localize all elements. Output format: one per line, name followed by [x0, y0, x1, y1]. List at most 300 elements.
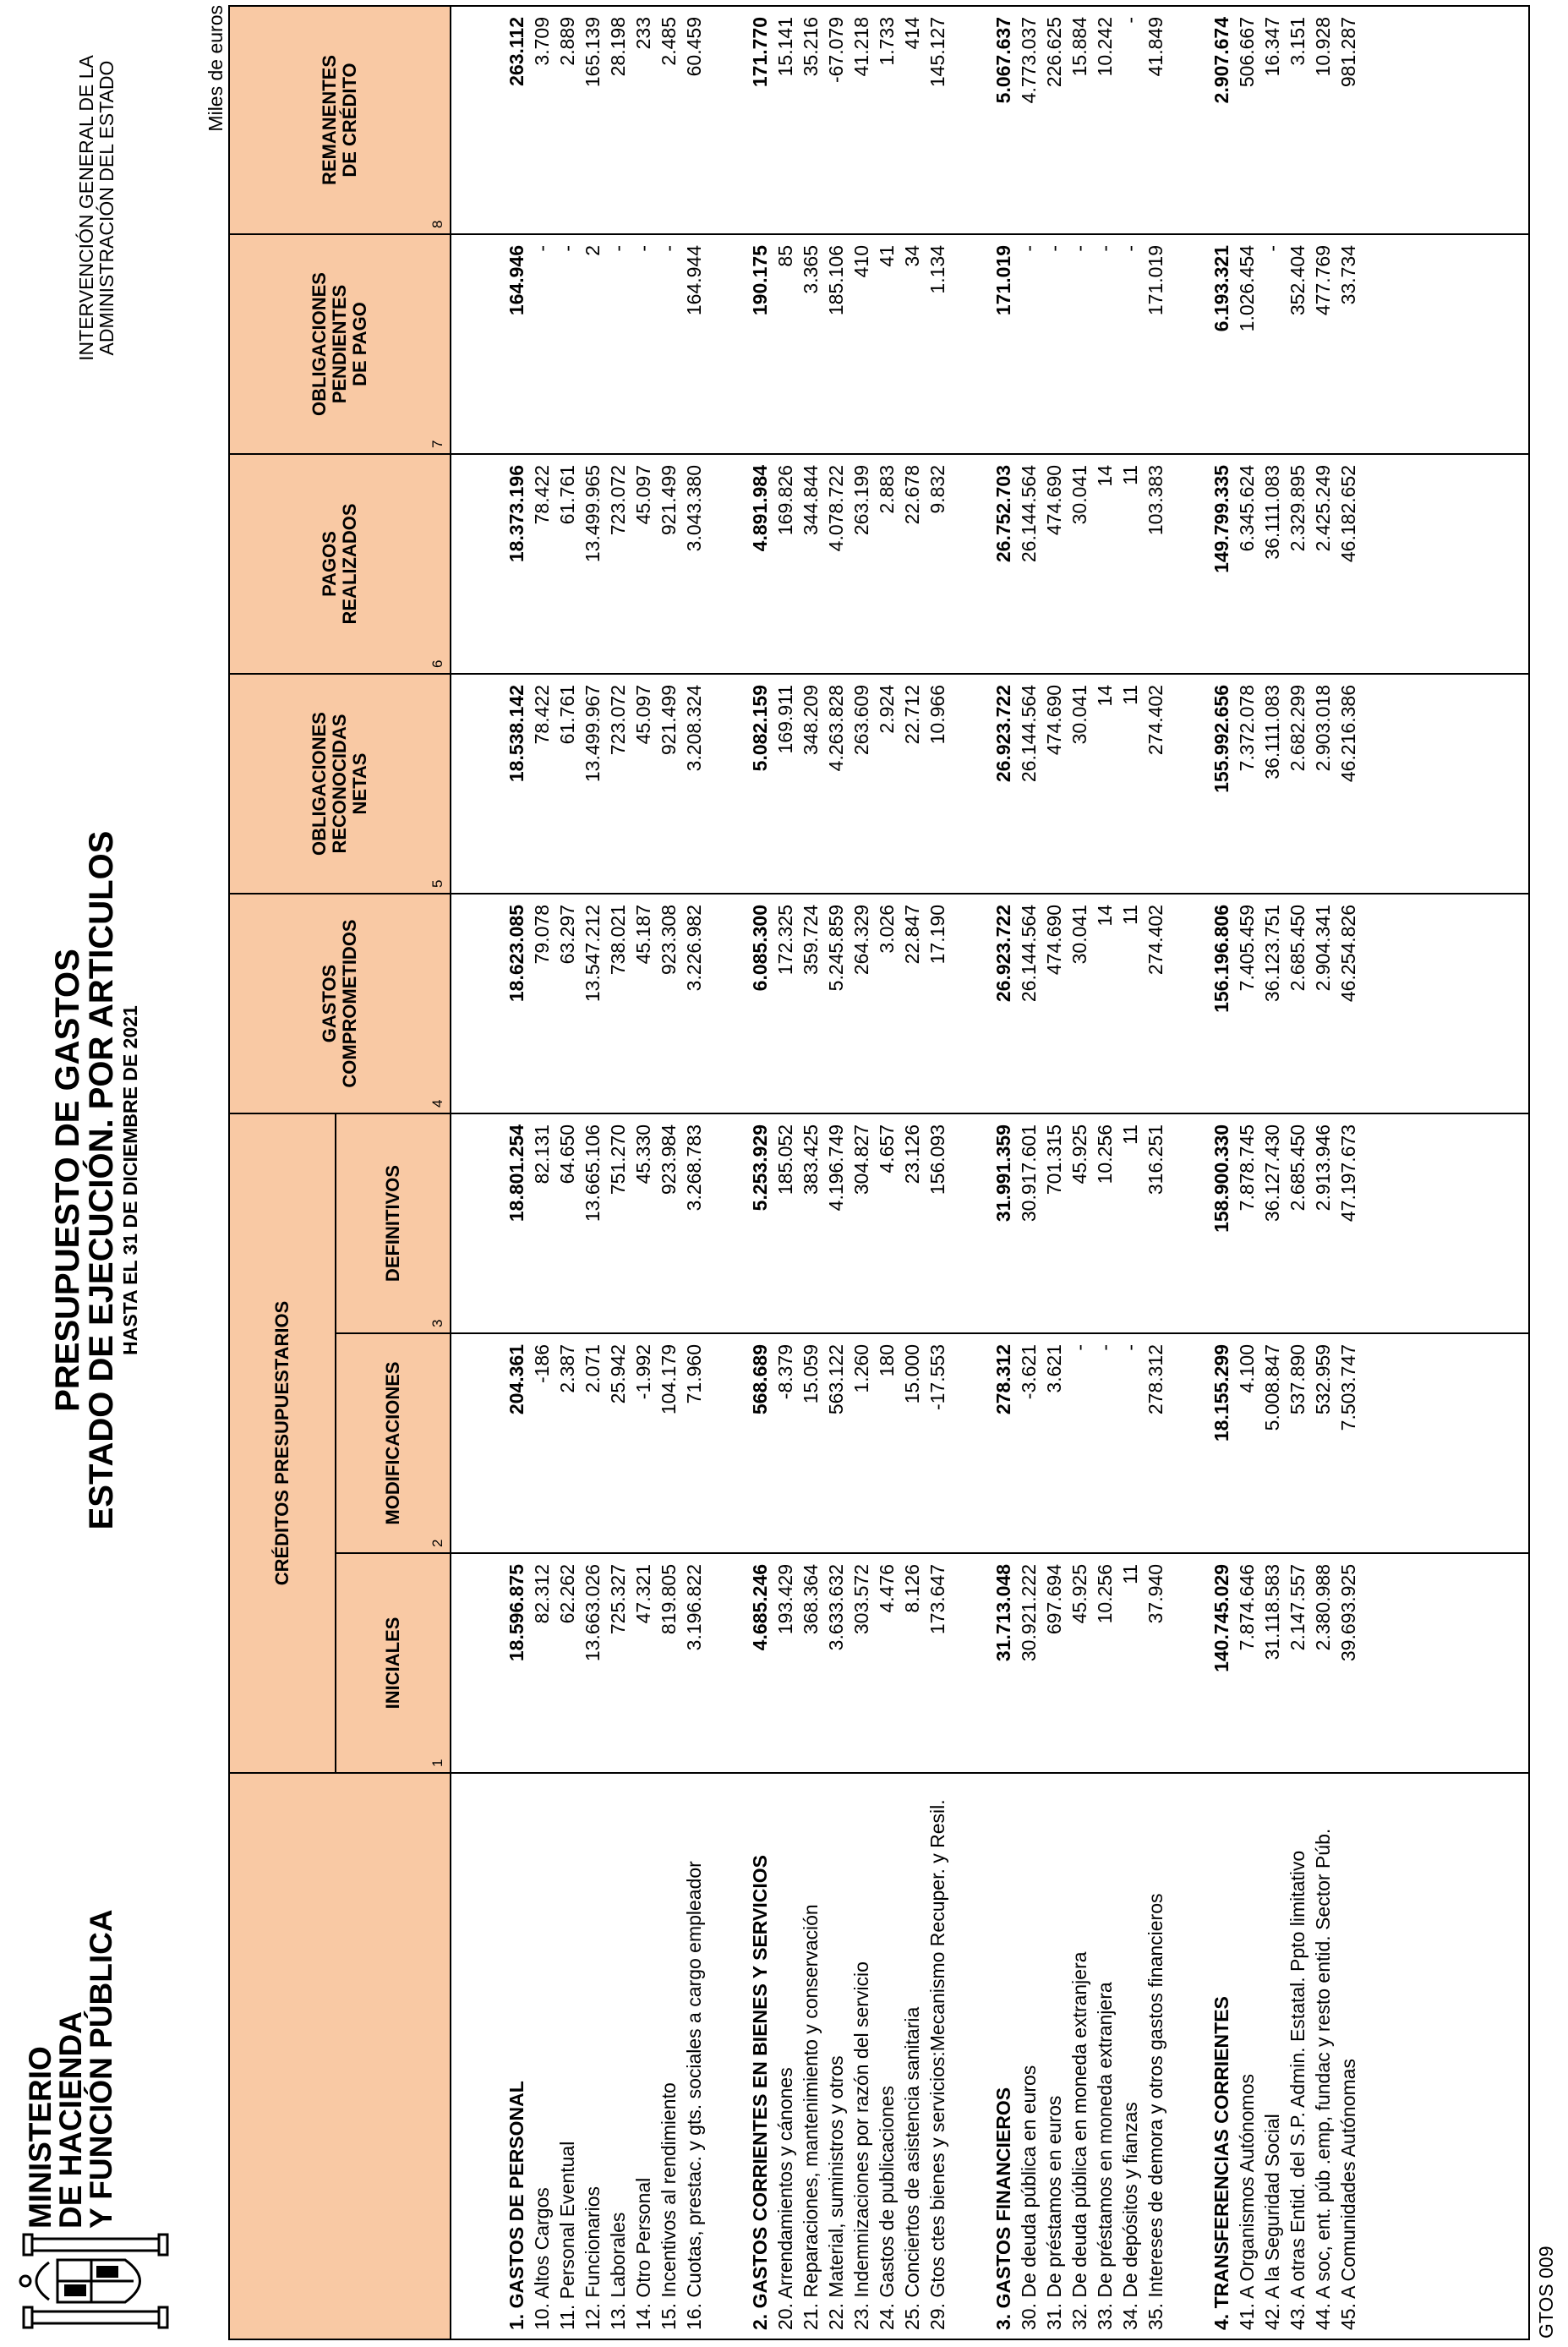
- table-cell: 7.405.459: [1236, 905, 1258, 992]
- table-cell: 751.270: [607, 1124, 629, 1195]
- table-cell: 31.991.359: [992, 1124, 1014, 1223]
- table-cell: 46.182.652: [1337, 465, 1359, 563]
- article-label: 14. Otro Personal: [632, 2177, 654, 2330]
- table-cell: 563.122: [825, 1344, 847, 1415]
- table-cell: 8.126: [901, 1564, 923, 1613]
- table-cell: 46.254.826: [1337, 905, 1359, 1003]
- table-cell: -: [658, 245, 680, 252]
- table-cell: 169.911: [774, 685, 796, 754]
- row-spacer: [707, 7, 747, 233]
- iniciales-column: [451, 1553, 1529, 1773]
- table-cell: 26.923.722: [992, 685, 1014, 783]
- pendientes-column: [451, 234, 1529, 454]
- table-cell: -: [1068, 245, 1090, 252]
- table-cell: 185.106: [825, 245, 847, 316]
- table-cell: 3.268.783: [683, 1124, 705, 1212]
- table-cell: 173.647: [926, 1564, 948, 1635]
- table-cell: 7.878.745: [1236, 1124, 1258, 1212]
- table-cell: 22.847: [901, 905, 923, 965]
- table-cell: 5.253.929: [749, 1124, 771, 1212]
- row-spacer: [1168, 1114, 1209, 1332]
- table-cell: 78.422: [531, 685, 553, 745]
- table-cell: -1.992: [632, 1344, 654, 1400]
- header-modificaciones: MODIFICACIONES 2: [336, 1333, 451, 1553]
- table-cell: 14: [1094, 465, 1116, 487]
- table-cell: 18.538.142: [505, 685, 527, 783]
- table-cell: 18.801.254: [505, 1124, 527, 1223]
- table-cell: 82.131: [531, 1124, 553, 1184]
- table-cell: 26.752.703: [992, 465, 1014, 563]
- modificaciones-column: [451, 1333, 1529, 1553]
- table-cell: 15.141: [774, 17, 796, 77]
- table-cell: 13.665.106: [582, 1124, 604, 1223]
- table-cell: 78.422: [531, 465, 553, 525]
- table-cell: 41.218: [850, 17, 872, 77]
- table-cell: 164.944: [683, 245, 705, 316]
- table-cell: 16.347: [1261, 17, 1283, 77]
- article-label: 16. Cuotas, prestac. y gts. sociales a cargo empleador: [683, 1861, 705, 2330]
- table-cell: 4.196.749: [825, 1124, 847, 1212]
- table-cell: 359.724: [800, 905, 822, 976]
- table-cell: 82.312: [531, 1564, 553, 1624]
- table-cell: 4.476: [876, 1564, 898, 1613]
- table-cell: 725.327: [607, 1564, 629, 1635]
- table-cell: 145.127: [926, 17, 948, 88]
- row-spacer: [950, 1334, 991, 1552]
- document-title: [51, 588, 142, 1772]
- table-cell: 14: [1094, 685, 1116, 707]
- table-cell: 274.402: [1145, 905, 1166, 976]
- table-cell: -: [1261, 245, 1283, 252]
- table-cell: 34: [901, 245, 923, 267]
- table-cell: -67.079: [825, 17, 847, 84]
- table-cell: 7.503.747: [1337, 1344, 1359, 1431]
- table-cell: 2.485: [658, 17, 680, 66]
- table-cell: 2.387: [556, 1344, 578, 1393]
- table-cell: -17.553: [926, 1344, 948, 1411]
- table-cell: 3.196.822: [683, 1564, 705, 1651]
- table-cell: -: [1119, 245, 1141, 252]
- table-cell: 7.372.078: [1236, 685, 1258, 772]
- table-cell: 274.402: [1145, 685, 1166, 756]
- table-cell: 233: [632, 17, 654, 50]
- row-spacer: [707, 894, 747, 1113]
- table-cell: 15.884: [1068, 17, 1090, 77]
- row-spacer: [707, 1114, 747, 1332]
- table-cell: 13.547.212: [582, 905, 604, 1003]
- table-cell: 11: [1119, 1564, 1141, 1584]
- table-cell: 344.844: [800, 465, 822, 536]
- row-spacer: [950, 1774, 991, 2339]
- row-spacer: [707, 455, 747, 673]
- table-cell: 4.263.828: [825, 685, 847, 772]
- table-cell: 79.078: [531, 905, 553, 965]
- row-spacer: [950, 1114, 991, 1332]
- article-label: 32. De deuda pública en moneda extranjera: [1068, 1951, 1090, 2330]
- table-cell: 5.067.637: [992, 17, 1014, 104]
- title-date: HASTA EL 31 DE DICIEMBRE DE 2021: [119, 1005, 141, 1355]
- table-cell: 2.425.249: [1312, 465, 1334, 552]
- table-cell: 63.297: [556, 905, 578, 965]
- table-cell: 13.499.965: [582, 465, 604, 563]
- table-cell: 22.678: [901, 465, 923, 525]
- table-cell: 26.144.564: [1018, 465, 1040, 563]
- table-cell: 172.325: [774, 905, 796, 976]
- ministry-line-1: MINISTERIO: [23, 2046, 57, 2229]
- row-spacer: [1168, 894, 1209, 1113]
- table-cell: 819.805: [658, 1564, 680, 1635]
- table-cell: 36.111.083: [1261, 685, 1283, 780]
- document-code: GTOS 009: [1535, 2246, 1557, 2339]
- issuer-name: [76, 5, 117, 411]
- table-cell: 303.572: [850, 1564, 872, 1635]
- table-cell: -: [1119, 17, 1141, 24]
- budget-table: [228, 5, 1530, 2340]
- table-cell: 26.923.722: [992, 905, 1014, 1003]
- row-spacer: [707, 675, 747, 893]
- table-cell: 14: [1094, 905, 1116, 927]
- table-cell: -: [531, 245, 553, 252]
- table-cell: 64.650: [556, 1124, 578, 1184]
- table-cell: 103.383: [1145, 465, 1166, 536]
- table-cell: 1.134: [926, 245, 948, 294]
- row-spacer: [950, 7, 991, 233]
- table-cell: 45.925: [1068, 1124, 1090, 1184]
- table-cell: 2.904.341: [1312, 905, 1334, 992]
- table-cell: 23.126: [901, 1124, 923, 1184]
- article-label: 30. De deuda pública en euros: [1018, 2065, 1040, 2330]
- table-cell: 3.226.982: [683, 905, 705, 992]
- table-cell: 981.287: [1337, 17, 1359, 88]
- table-cell: 2.380.988: [1312, 1564, 1334, 1651]
- table-cell: 37.940: [1145, 1564, 1166, 1624]
- table-cell: 5.008.847: [1261, 1344, 1283, 1431]
- article-label: 13. Laborales: [607, 2212, 629, 2330]
- table-cell: 4.773.037: [1018, 17, 1040, 104]
- issuer-line-1: INTERVENCIÓN GENERAL DE LA: [75, 55, 97, 361]
- header-pagos: PAGOS REALIZADOS 6: [229, 454, 451, 674]
- table-cell: 10.966: [926, 685, 948, 745]
- table-cell: 30.917.601: [1018, 1124, 1040, 1223]
- table-cell: -: [607, 245, 629, 252]
- table-cell: 169.826: [774, 465, 796, 536]
- table-cell: 2: [582, 245, 604, 256]
- table-cell: 477.769: [1312, 245, 1334, 316]
- table-cell: 474.690: [1043, 685, 1065, 756]
- table-cell: 4.100: [1236, 1344, 1258, 1393]
- table-cell: 723.072: [607, 685, 629, 756]
- table-cell: 2.913.946: [1312, 1124, 1334, 1212]
- table-cell: 352.404: [1287, 245, 1308, 316]
- table-cell: 85: [774, 245, 796, 267]
- table-cell: 923.984: [658, 1124, 680, 1195]
- table-cell: 149.799.335: [1210, 465, 1232, 573]
- table-cell: 7.874.646: [1236, 1564, 1258, 1651]
- row-spacer: [950, 455, 991, 673]
- row-spacer: [950, 894, 991, 1113]
- table-cell: 2.329.895: [1287, 465, 1308, 552]
- header-creditos-group: CRÉDITOS PRESUPUESTARIOS: [229, 1113, 336, 1773]
- table-cell: 263.609: [850, 685, 872, 756]
- table-cell: 71.960: [683, 1344, 705, 1404]
- table-cell: 47.321: [632, 1564, 654, 1624]
- table-cell: 10.256: [1094, 1124, 1116, 1184]
- table-cell: 30.921.222: [1018, 1564, 1040, 1662]
- table-cell: 3.026: [876, 905, 898, 954]
- row-spacer: [1168, 7, 1209, 233]
- header-comprometidos: GASTOS COMPROMETIDOS 4: [229, 894, 451, 1113]
- table-cell: 1.733: [876, 17, 898, 66]
- table-cell: -: [1094, 1344, 1116, 1351]
- table-cell: 13.499.967: [582, 685, 604, 783]
- table-cell: 26.144.564: [1018, 905, 1040, 1003]
- obligaciones-column: [451, 674, 1529, 894]
- table-cell: 5.245.859: [825, 905, 847, 992]
- table-cell: 4.891.984: [749, 465, 771, 552]
- table-cell: 410: [850, 245, 872, 278]
- table-cell: 2.907.674: [1210, 17, 1232, 104]
- table-cell: 9.832: [926, 465, 948, 514]
- article-label: 45. A Comunidades Autónomas: [1337, 2059, 1359, 2330]
- article-label: 20. Arrendamientos y cánones: [774, 2067, 796, 2330]
- article-label: 15. Incentivos al rendimiento: [658, 2082, 680, 2330]
- table-cell: 383.425: [800, 1124, 822, 1195]
- ministry-line-2: DE HACIENDA: [53, 2011, 88, 2229]
- table-cell: 165.139: [582, 17, 604, 88]
- table-cell: 26.144.564: [1018, 685, 1040, 783]
- table-cell: 45.925: [1068, 1564, 1090, 1624]
- table-cell: 62.262: [556, 1564, 578, 1624]
- table-cell: -: [1094, 245, 1116, 252]
- row-spacer: [1168, 675, 1209, 893]
- article-label: 29. Gtos ctes bienes y servicios:Mecanismo Recuper. y Resil.: [926, 1799, 948, 2330]
- concept-column: [451, 1773, 1529, 2339]
- table-cell: 278.312: [992, 1344, 1014, 1415]
- ministry-name: [23, 1909, 118, 2229]
- header-obligaciones: OBLIGACIONES RECONOCIDAS NETAS 5: [229, 674, 451, 894]
- table-cell: 180: [876, 1344, 898, 1377]
- article-label: 42. A la Seguridad Social: [1261, 2114, 1283, 2330]
- comprometidos-column: [451, 894, 1529, 1113]
- chapter-label: 2. GASTOS CORRIENTES EN BIENES Y SERVICIOS: [749, 1855, 771, 2330]
- table-cell: 264.329: [850, 905, 872, 976]
- article-label: 22. Material, suministros y otros: [825, 2055, 847, 2330]
- definitivos-column: [451, 1113, 1529, 1333]
- table-cell: 61.761: [556, 465, 578, 525]
- table-cell: 22.712: [901, 685, 923, 745]
- row-spacer: [707, 235, 747, 453]
- row-spacer: [950, 1554, 991, 1772]
- table-cell: 17.190: [926, 905, 948, 965]
- table-cell: 35.216: [800, 17, 822, 77]
- table-cell: -: [1043, 245, 1065, 252]
- row-spacer: [707, 1554, 747, 1772]
- table-cell: 10.242: [1094, 17, 1116, 77]
- table-cell: -3.621: [1018, 1344, 1040, 1400]
- table-cell: 532.959: [1312, 1344, 1334, 1415]
- table-cell: 414: [901, 17, 923, 50]
- table-cell: 39.693.925: [1337, 1564, 1359, 1662]
- table-cell: 263.199: [850, 465, 872, 536]
- table-cell: 104.179: [658, 1344, 680, 1415]
- table-cell: -8.379: [774, 1344, 796, 1400]
- table-cell: 41: [876, 245, 898, 267]
- article-label: 33. De préstamos en moneda extranjera: [1094, 1982, 1116, 2330]
- table-cell: -: [1068, 1344, 1090, 1351]
- table-cell: 4.078.722: [825, 465, 847, 552]
- table-cell: 921.499: [658, 685, 680, 756]
- table-cell: 25.942: [607, 1344, 629, 1404]
- table-cell: 2.924: [876, 685, 898, 734]
- table-cell: 47.197.673: [1337, 1124, 1359, 1223]
- table-cell: 155.992.656: [1210, 685, 1232, 793]
- table-cell: 368.364: [800, 1564, 822, 1635]
- article-label: 11. Personal Eventual: [556, 2141, 578, 2330]
- table-cell: 45.097: [632, 465, 654, 525]
- table-cell: 3.151: [1287, 17, 1308, 66]
- header-pendientes: OBLIGACIONES PENDIENTES DE PAGO 7: [229, 234, 451, 454]
- table-cell: 193.429: [774, 1564, 796, 1635]
- table-cell: 185.052: [774, 1124, 796, 1195]
- table-cell: 18.373.196: [505, 465, 527, 563]
- header-concept: [229, 1773, 451, 2339]
- row-spacer: [1168, 1774, 1209, 2339]
- table-cell: 10.928: [1312, 17, 1334, 77]
- table-cell: 18.623.085: [505, 905, 527, 1003]
- document-header: [0, 0, 237, 2347]
- ministry-line-3: Y FUNCIÓN PÚBLICA: [84, 1909, 118, 2229]
- chapter-label: 4. TRANSFERENCIAS CORRIENTES: [1210, 1996, 1232, 2330]
- row-spacer: [1168, 1334, 1209, 1552]
- table-cell: 506.667: [1236, 17, 1258, 88]
- article-label: 12. Funcionarios: [582, 2186, 604, 2330]
- header-iniciales: INICIALES 1: [336, 1553, 451, 1773]
- table-cell: 11: [1119, 465, 1141, 485]
- table-cell: 45.097: [632, 685, 654, 745]
- table-cell: 921.499: [658, 465, 680, 536]
- table-cell: 2.889: [556, 17, 578, 66]
- article-label: 25. Conciertos de asistencia sanitaria: [901, 2006, 923, 2330]
- article-label: 21. Reparaciones, mantenimiento y conservación: [800, 1904, 822, 2330]
- remanentes-column: [451, 6, 1529, 234]
- table-cell: 537.890: [1287, 1344, 1308, 1415]
- table-cell: 190.175: [749, 245, 771, 316]
- table-cell: 171.019: [992, 245, 1014, 316]
- article-label: 10. Altos Cargos: [531, 2187, 553, 2330]
- table-cell: 61.761: [556, 685, 578, 745]
- article-label: 24. Gastos de publicaciones: [876, 2086, 898, 2330]
- table-cell: 3.043.380: [683, 465, 705, 552]
- header-remanentes: REMANENTES DE CRÉDITO 8: [229, 6, 451, 234]
- table-cell: 3.365: [800, 245, 822, 294]
- table-cell: 348.209: [800, 685, 822, 756]
- article-label: 44. A soc, ent. púb .emp, fundac y resto entid. Sector Púb.: [1312, 1828, 1334, 2330]
- table-cell: 36.127.430: [1261, 1124, 1283, 1223]
- table-cell: 18.155.299: [1210, 1344, 1232, 1442]
- chapter-label: 1. GASTOS DE PERSONAL: [505, 2081, 527, 2330]
- table-cell: 33.734: [1337, 245, 1359, 305]
- chapter-label: 3. GASTOS FINANCIEROS: [992, 2087, 1014, 2330]
- row-spacer: [950, 235, 991, 453]
- units-label: Miles de euros: [205, 5, 227, 132]
- table-cell: 6.345.624: [1236, 465, 1258, 552]
- table-cell: 41.849: [1145, 17, 1166, 77]
- table-cell: 140.745.029: [1210, 1564, 1232, 1672]
- table-cell: 4.685.246: [749, 1564, 771, 1651]
- table-cell: -186: [531, 1344, 553, 1384]
- table-cell: 2.682.299: [1287, 685, 1308, 772]
- table-cell: 11: [1119, 905, 1141, 925]
- table-cell: 3.633.632: [825, 1564, 847, 1651]
- table-cell: 701.315: [1043, 1124, 1065, 1195]
- table-cell: 171.019: [1145, 245, 1166, 316]
- table-cell: -: [1018, 245, 1040, 252]
- table-cell: 304.827: [850, 1124, 872, 1195]
- table-cell: -: [632, 245, 654, 252]
- row-spacer: [707, 1774, 747, 2339]
- table-cell: 60.459: [683, 17, 705, 77]
- table-cell: 2.071: [582, 1344, 604, 1393]
- table-cell: 46.216.386: [1337, 685, 1359, 783]
- table-cell: 45.187: [632, 905, 654, 965]
- table-cell: 3.621: [1043, 1344, 1065, 1393]
- table-cell: 923.308: [658, 905, 680, 976]
- table-cell: 226.625: [1043, 17, 1065, 88]
- table-cell: 10.256: [1094, 1564, 1116, 1624]
- table-cell: 1.260: [850, 1344, 872, 1393]
- row-spacer: [1168, 1554, 1209, 1772]
- table-cell: 723.072: [607, 465, 629, 536]
- table-cell: 738.021: [607, 905, 629, 976]
- table-cell: 11: [1119, 685, 1141, 705]
- table-cell: 2.903.018: [1312, 685, 1334, 772]
- table-cell: 4.657: [876, 1124, 898, 1174]
- table-cell: 45.330: [632, 1124, 654, 1184]
- title-line-2: ESTADO DE EJECUCIÓN. POR ARTICULOS: [83, 830, 120, 1530]
- article-label: 43. A otras Entid. del S.P. Admin. Estatal. Ppto limitativo: [1287, 1850, 1308, 2330]
- table-cell: 697.694: [1043, 1564, 1065, 1635]
- table-cell: 36.111.083: [1261, 465, 1283, 560]
- table-cell: 36.123.751: [1261, 905, 1283, 1003]
- table-cell: -: [556, 245, 578, 252]
- table-cell: 204.361: [505, 1344, 527, 1415]
- table-cell: 11: [1119, 1124, 1141, 1145]
- table-cell: 15.059: [800, 1344, 822, 1404]
- table-cell: 164.946: [505, 245, 527, 316]
- table-cell: 1.026.454: [1236, 245, 1258, 332]
- table-cell: 474.690: [1043, 465, 1065, 536]
- table-cell: 3.208.324: [683, 685, 705, 772]
- table-cell: 6.193.321: [1210, 245, 1232, 332]
- table-cell: 31.118.583: [1261, 1564, 1283, 1660]
- row-spacer: [950, 675, 991, 893]
- table-cell: 2.685.450: [1287, 1124, 1308, 1212]
- table-cell: 316.251: [1145, 1124, 1166, 1195]
- table-cell: 31.713.048: [992, 1564, 1014, 1662]
- table-cell: 171.770: [749, 17, 771, 88]
- table-cell: 13.663.026: [582, 1564, 604, 1662]
- table-cell: 263.112: [505, 17, 527, 86]
- pagos-column: [451, 454, 1529, 674]
- coat-of-arms-icon: [7, 2230, 184, 2332]
- article-label: 41. A Organismos Autónomos: [1236, 2073, 1258, 2330]
- table-cell: 2.147.557: [1287, 1564, 1308, 1651]
- table-cell: 28.198: [607, 17, 629, 77]
- table-cell: -: [1119, 1344, 1141, 1351]
- article-label: 31. De préstamos en euros: [1043, 2095, 1065, 2330]
- table-cell: 30.041: [1068, 685, 1090, 745]
- table-cell: 158.900.330: [1210, 1124, 1232, 1233]
